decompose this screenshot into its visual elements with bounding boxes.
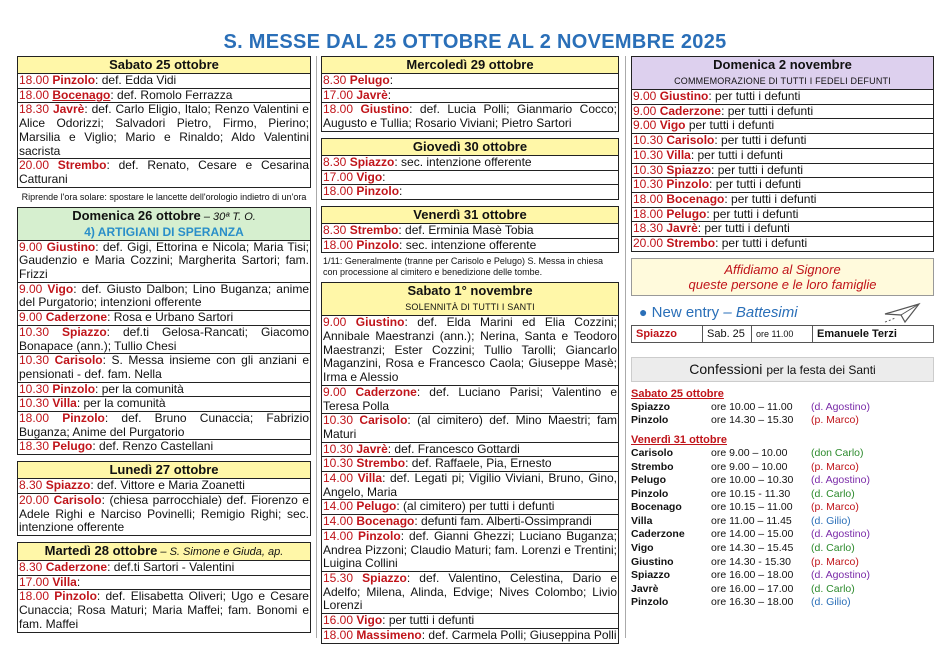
- mass-time: 16.00: [323, 613, 354, 628]
- confessioni-time: ore 11.00 – 11.45: [711, 514, 792, 527]
- confessioni-place: Carisolo: [631, 446, 674, 459]
- mass-time: 9.00: [323, 315, 347, 330]
- mass-time: 8.30: [323, 222, 347, 237]
- column-divider: [316, 56, 317, 638]
- mass-intention: :: [382, 169, 386, 184]
- mass-intention: : def. Carlo Eligio, Italo; Renzo Valentini e Alice Odorizzi; Salvadori Pietro, Firmo, Pierino; Marsilia e Viglio; Mario e Rinaldo; Aldo Valentini sacrista: [19, 102, 309, 158]
- mass-place: Pinzolo: [52, 73, 96, 87]
- mass-time: 18.30: [19, 102, 50, 117]
- confessioni-time: ore 16.30 – 18.00: [711, 596, 794, 609]
- confessioni-time: ore 10.15 – 11.00: [711, 501, 793, 514]
- mass-item: [322, 185, 618, 199]
- mass-place: Giustino: [360, 102, 410, 117]
- mass-time: 10.30: [323, 456, 354, 471]
- mass-place: Caderzone: [355, 384, 417, 399]
- confessioni-row: [631, 515, 934, 529]
- mass-place: Strembo: [666, 236, 716, 251]
- mass-intention: : def. Legati pi; Vigilio Viviani, Bruno, Gino, Angelo, Maria: [323, 471, 617, 499]
- battesimi-row: [631, 325, 934, 343]
- mass-time: 18.00: [323, 627, 354, 642]
- mass-item: [18, 74, 310, 89]
- mass-intention: : def. Renzo Castellani: [92, 439, 214, 454]
- mass-time: 10.30: [633, 133, 664, 148]
- mass-place: Villa: [52, 574, 77, 589]
- mass-time: 8.30: [323, 73, 347, 87]
- mass-time: 18.30: [633, 221, 664, 236]
- mass-item: [322, 224, 618, 239]
- mass-time: 18.00: [323, 102, 354, 117]
- mass-place: Pinzolo: [666, 177, 710, 192]
- confessioni-row: [631, 414, 934, 428]
- mass-time: 9.00: [19, 239, 43, 254]
- confessioni-time: ore 14.00 – 15.00: [711, 528, 794, 541]
- mass-place: Pinzolo: [358, 528, 401, 543]
- mass-item: [18, 103, 310, 159]
- mass-time: 18.00: [323, 184, 354, 199]
- mass-intention: : (al cimitero) def. Mino Maestri; fam Maturi: [323, 413, 617, 441]
- mass-item: [632, 134, 933, 149]
- mass-item: [18, 397, 310, 412]
- confessioni-time: ore 14.30 – 15.30: [711, 414, 794, 427]
- mass-time: 10.30: [19, 381, 50, 396]
- confessioni-place: Pinzolo: [631, 487, 669, 500]
- mass-place: Pinzolo: [52, 381, 96, 396]
- mass-place: Spiazzo: [349, 154, 395, 169]
- confessioni-place: Pinzolo: [631, 596, 669, 609]
- mass-item: [322, 629, 618, 643]
- mass-place: Pelugo: [356, 499, 397, 514]
- column-3: [631, 56, 934, 610]
- mass-intention: per tutti i defunti: [685, 118, 775, 133]
- mass-time: 9.00: [323, 384, 347, 399]
- mass-item: [18, 561, 310, 576]
- mass-item: [322, 239, 618, 253]
- confessioni-priest: (don Carlo): [811, 446, 864, 459]
- mass-intention: :: [387, 87, 392, 102]
- mass-intention: : def. Gianni Ghezzi; Luciano Buganza; Andrea Pizzoni; Claudio Maturi; fam. Lorenzi e Trentini; Luigina Collini: [323, 528, 617, 571]
- mass-time: 20.00: [19, 158, 50, 173]
- bullet-icon: ●: [639, 303, 648, 320]
- day-box-venerdi-31: [321, 206, 619, 253]
- mass-place: Pinzolo: [54, 589, 97, 604]
- mass-item: [18, 479, 310, 494]
- confessioni-row: [631, 569, 934, 583]
- mass-time: 9.00: [633, 103, 657, 118]
- confessioni-place: Villa: [631, 514, 653, 527]
- confessioni-priest: (p. Marco): [811, 501, 859, 514]
- mass-intention: : per tutti i defunti: [697, 221, 790, 236]
- mass-time: 20.00: [633, 236, 664, 251]
- mass-intention: : def. Erminia Masè Tobia: [398, 222, 534, 237]
- mass-item: [322, 443, 618, 458]
- mass-time: 9.00: [633, 118, 657, 133]
- mass-intention: : sec. intenzione offerente: [399, 237, 537, 252]
- mass-intention: : def. Giusto Dalbon; Lino Buganza; anime del Purgatorio; intenzioni offerente: [19, 281, 309, 310]
- mass-place: Bocenago: [666, 191, 725, 206]
- mass-intention: : def. Francesco Gottardi: [387, 441, 520, 456]
- day-header: Giovedì 30 ottobre: [322, 139, 618, 156]
- battesimo-date: Sab. 25: [703, 326, 752, 342]
- mass-place: Strembo: [356, 456, 406, 471]
- note-ora-solare: Riprende l'ora solare: spostare le lancette dell'orologio indietro di un'ora: [21, 191, 307, 202]
- mass-intention: : per tutti i defunti: [715, 236, 808, 251]
- confessioni-time: ore 14.30 - 15.30: [711, 555, 791, 568]
- mass-place: Giustino: [659, 89, 709, 103]
- mass-place: Pelugo: [666, 206, 707, 221]
- mass-place: Pinzolo: [356, 184, 400, 199]
- mass-time: 18.00: [19, 411, 50, 426]
- mass-place: Vigo: [356, 613, 383, 628]
- mass-item: [322, 500, 618, 515]
- confessioni-time: ore 16.00 – 17.00: [711, 582, 794, 595]
- mass-time: 10.30: [633, 162, 664, 177]
- mass-intention: : per tutti i defunti: [709, 177, 802, 192]
- mass-time: 18.00: [633, 191, 664, 206]
- confessioni-place: Javrè: [631, 582, 659, 595]
- mass-place: Pelugo: [52, 439, 93, 454]
- confessioni-time: ore 9.00 – 10.00: [711, 446, 788, 459]
- mass-time: 18.00: [323, 237, 354, 252]
- day-header: Venerdì 31 ottobre: [322, 207, 618, 224]
- mass-intention: : per tutti i defunti: [690, 147, 783, 162]
- confessioni-place: Vigo: [631, 542, 654, 555]
- day-box-domenica-2: [631, 56, 934, 252]
- mass-item: [632, 90, 933, 105]
- mass-place: Carisolo: [666, 133, 715, 148]
- confessioni-row: [631, 556, 934, 570]
- mass-place: Bocenago: [52, 87, 111, 102]
- mass-intention: : (chiesa parrocchiale) def. Fiorenzo e Adele Righi e Narciso Povinelli; Remigio Righi; sec. intenzione offerente: [19, 492, 309, 535]
- mass-place: Javrè: [52, 102, 85, 117]
- mass-item: [322, 89, 618, 104]
- mass-item: [322, 457, 618, 472]
- mass-place: Spiazzo: [62, 324, 107, 339]
- mass-item: [632, 222, 933, 237]
- mass-time: 18.00: [19, 87, 50, 102]
- confessioni-place: Spiazzo: [631, 400, 671, 413]
- mass-item: [632, 237, 933, 251]
- mass-intention: : def. Renato, Cesare e Cesarina Catturani: [19, 158, 309, 186]
- day-header: Lunedì 27 ottobre: [18, 462, 310, 479]
- mass-time: 18.00: [633, 206, 664, 221]
- mass-item: [632, 149, 933, 164]
- mass-time: 14.00: [323, 514, 354, 529]
- mass-intention: : per tutti i defunti: [382, 613, 475, 628]
- mass-place: Villa: [357, 471, 383, 486]
- mass-time: 14.00: [323, 471, 354, 486]
- mass-intention: : def. Raffaele, Pia, Ernesto: [405, 456, 552, 471]
- mass-time: 14.00: [323, 499, 354, 514]
- mass-place: Pinzolo: [356, 237, 400, 252]
- confessioni-place: Pelugo: [631, 474, 667, 487]
- mass-time: 10.30: [19, 353, 50, 368]
- confessioni-priest: (p. Marco): [811, 555, 859, 568]
- day-box-domenica-26: [17, 207, 311, 456]
- confessioni-row: [631, 528, 934, 542]
- confessioni-place: Pinzolo: [631, 414, 669, 427]
- confessioni-row: [631, 596, 934, 610]
- day-header: Domenica 26 ottobre – 30ª T. O. 4) ARTIGIANI DI SPERANZA: [18, 208, 310, 241]
- mass-intention: : per tutti i defunti: [711, 162, 804, 177]
- mass-intention: : def. Romolo Ferrazza: [110, 87, 233, 102]
- mass-intention: : per la comunità: [95, 381, 184, 396]
- mass-item: [322, 572, 618, 614]
- mass-place: Caderzone: [45, 559, 108, 574]
- mass-intention: : per tutti i defunti: [714, 133, 807, 148]
- column-divider: [625, 56, 626, 638]
- mass-time: 10.30: [19, 324, 50, 339]
- mass-item: [18, 159, 310, 186]
- mass-intention: : def. Luciano Parisi; Valentino e Teresa Polla: [323, 384, 617, 413]
- mass-place: Javrè: [356, 87, 388, 102]
- mass-item: [632, 208, 933, 223]
- confessioni-priest: (p. Marco): [811, 460, 859, 473]
- confessioni-priest: (d. Agostino): [811, 400, 870, 413]
- mass-item: [18, 590, 310, 631]
- mass-time: 14.00: [323, 528, 354, 543]
- mass-item: [322, 316, 618, 386]
- column-2: [321, 56, 619, 650]
- mass-intention: :: [76, 574, 81, 589]
- day-box-lunedi-27: [17, 461, 311, 536]
- mass-time: 18.00: [19, 589, 50, 604]
- mass-place: Pinzolo: [62, 411, 105, 426]
- column-1: [17, 56, 311, 639]
- confessioni-row: [631, 401, 934, 415]
- confessioni-place: Bocenago: [631, 501, 682, 514]
- confessioni-row: [631, 501, 934, 515]
- mass-intention: : Rosa e Urbano Sartori: [107, 310, 234, 325]
- mass-item: [322, 74, 618, 89]
- mass-intention: : def. Elda Marini ed Elia Cozzini; Annibale Maestranzi (ann.); Nerina, Santa e Teodoro Maestranzi; Ester Cozzini; Tullio Tarolli; Giancarlo Maganzini, Rosa e Francesco Caola; Giuseppe Masè; Irma e Alessio: [323, 315, 617, 385]
- mass-item: [322, 156, 618, 171]
- confessioni-time: ore 9.00 – 10.00: [711, 460, 788, 473]
- mass-item: [632, 105, 933, 120]
- mass-time: 8.30: [323, 154, 347, 169]
- mass-item: [18, 576, 310, 591]
- confessioni-time: ore 16.00 – 18.00: [711, 569, 794, 582]
- mass-intention: :: [399, 184, 403, 199]
- confessioni-priest: (d. Gilio): [811, 596, 851, 609]
- confessioni-date: Venerdì 31 ottobre: [631, 433, 727, 446]
- mass-place: Villa: [666, 147, 691, 162]
- mass-place: Spiazzo: [45, 478, 91, 493]
- mass-place: Giustino: [46, 239, 96, 254]
- mass-item: [322, 171, 618, 186]
- mass-time: 8.30: [19, 559, 43, 574]
- confessioni-row: [631, 447, 934, 461]
- mass-place: Vigo: [356, 169, 383, 184]
- mass-intention: : defunti fam. Alberti-Ossimprandi: [414, 514, 592, 529]
- confessioni-time: ore 14.30 – 15.45: [711, 542, 794, 555]
- mass-intention: : per tutti i defunti: [708, 89, 801, 103]
- day-header: Sabato 25 ottobre: [18, 57, 310, 74]
- mass-intention: : def. Carmela Polli; Giuseppina Polli: [421, 627, 617, 642]
- mass-place: Pelugo: [349, 73, 390, 87]
- day-header: Martedì 28 ottobre – S. Simone e Giuda, ap.: [18, 543, 310, 561]
- mass-time: 10.30: [323, 413, 354, 428]
- mass-item: [18, 241, 310, 283]
- paper-plane-icon: [883, 302, 921, 324]
- mass-time: 10.30: [19, 396, 50, 411]
- mass-item: [18, 494, 310, 535]
- day-box-sabato-1: [321, 282, 619, 643]
- mass-place: Massimeno: [356, 627, 422, 642]
- confessioni-priest: (d. Carlo): [811, 542, 855, 555]
- mass-item: [322, 515, 618, 530]
- mass-place: Javrè: [356, 441, 388, 456]
- mass-intention: : def.ti Gelosa-Rancati; Giacomo Bonapace (ann.); Tullio Chesi: [19, 324, 309, 353]
- mass-time: 20.00: [19, 492, 50, 507]
- confessioni-row: [631, 461, 934, 475]
- battesimo-place: Spiazzo: [632, 326, 703, 342]
- mass-intention: : def. Lucia Polli; Gianmario Cocco; Augusto e Tullia; Rosario Viviani; Pietro Sartori: [323, 102, 618, 131]
- battesimo-time: ore 11.00: [752, 326, 813, 342]
- mass-time: 9.00: [633, 89, 657, 103]
- mass-item: [18, 412, 310, 440]
- category-label: 4) ARTIGIANI DI SPERANZA: [84, 224, 244, 239]
- confessioni-time: ore 10.15 - 11.30: [711, 487, 791, 500]
- mass-intention: : (al cimitero) per tutti i defunti: [396, 499, 555, 514]
- day-box-sabato-25: [17, 56, 311, 188]
- confessioni-row: [631, 583, 934, 597]
- mass-time: 9.00: [19, 310, 43, 325]
- day-header: Sabato 1° novembre SOLENNITÀ DI TUTTI I SANTI: [322, 283, 618, 316]
- mass-item: [632, 119, 933, 134]
- mass-item: [18, 311, 310, 326]
- new-entry-heading: ● New entry – Battesimi: [639, 303, 798, 321]
- mass-place: Vigo: [659, 118, 686, 133]
- mass-item: [322, 414, 618, 442]
- mass-intention: : def.ti Sartori - Valentini: [107, 559, 235, 574]
- mass-item: [18, 283, 310, 311]
- confessioni-title: Confessioni per la festa dei Santi: [631, 357, 934, 382]
- mass-intention: : def. Bruno Cunaccia; Fabrizio Buganza; Anime del Purgatorio: [19, 411, 310, 439]
- mass-intention: : def. Edda Vidi: [95, 73, 177, 87]
- mass-time: 10.30: [323, 441, 354, 456]
- mass-intention: : def. Gigi, Ettorina e Nicola; Maria Tisi; Gaudenzio e Maria Cozzini; Margherita Sartori; fam. Frizzi: [19, 239, 309, 282]
- mass-time: 18.30: [19, 439, 50, 454]
- mass-item: [632, 193, 933, 208]
- confessioni-priest: (p. Marco): [811, 414, 859, 427]
- mass-place: Giustino: [355, 315, 405, 330]
- day-header: Domenica 2 novembre COMMEMORAZIONE DI TUTTI I FEDELI DEFUNTI: [632, 57, 933, 90]
- mass-intention: : per tutti i defunti: [724, 191, 817, 206]
- confessioni-priest: (d. Agostino): [811, 569, 870, 582]
- mass-place: Caderzone: [45, 310, 108, 325]
- mass-item: [632, 164, 933, 179]
- affidiamo-banner: Affidiamo al Signore queste persone e le loro famiglie: [631, 258, 934, 296]
- mass-item: [322, 472, 618, 500]
- mass-intention: : S. Messa insieme con gli anziani e pensionati - def. fam. Nella: [19, 353, 309, 381]
- mass-item: [322, 530, 618, 572]
- mass-time: 17.00: [323, 87, 354, 102]
- mass-item: [322, 103, 618, 130]
- mass-place: Villa: [52, 396, 77, 411]
- mass-time: 15.30: [323, 570, 354, 585]
- mass-intention: : def. Elisabetta Oliveri; Ugo e Cesare Cunaccia; Rosa Maturi; Maria Maffei; fam. Bonomi e fam. Maffei: [19, 589, 309, 631]
- day-box-mercoledi-29: [321, 56, 619, 132]
- page-title: S. MESSE DAL 25 OTTOBRE AL 2 NOVEMBRE 2025: [223, 31, 727, 53]
- mass-item: [18, 354, 310, 382]
- mass-place: Spiazzo: [362, 570, 407, 585]
- confessioni-row: [631, 474, 934, 488]
- mass-time: 8.30: [19, 478, 43, 493]
- confessioni-date: Sabato 25 ottobre: [631, 387, 724, 400]
- mass-time: 18.00: [19, 73, 50, 87]
- mass-time: 17.00: [19, 574, 50, 589]
- confessioni-priest: (d. Agostino): [811, 528, 870, 541]
- mass-place: Bocenago: [356, 514, 415, 529]
- mass-intention: : sec. intenzione offerente: [394, 154, 532, 169]
- mass-item: [18, 383, 310, 398]
- confessioni-row: [631, 488, 934, 502]
- mass-intention: :: [389, 73, 394, 87]
- mass-place: Strembo: [349, 222, 399, 237]
- confessioni-place: Caderzone: [631, 528, 685, 541]
- mass-place: Carisolo: [53, 492, 102, 507]
- mass-place: Caderzone: [659, 103, 722, 118]
- mass-place: Javrè: [666, 221, 698, 236]
- battesimo-name: Emanuele Terzi: [817, 327, 897, 340]
- mass-item: [18, 440, 310, 454]
- confessioni-priest: (d. Agostino): [811, 474, 870, 487]
- mass-time: 9.00: [19, 281, 43, 296]
- confessioni-priest: (d. Carlo): [811, 582, 855, 595]
- confessioni-place: Spiazzo: [631, 569, 671, 582]
- confessioni-place: Strembo: [631, 460, 674, 473]
- confessioni-time: ore 10.00 – 10.30: [711, 474, 794, 487]
- mass-intention: : def. Vittore e Maria Zoanetti: [90, 478, 245, 493]
- mass-place: Carisolo: [359, 413, 408, 428]
- mass-time: 10.30: [633, 147, 664, 162]
- mass-place: Spiazzo: [666, 162, 712, 177]
- confessioni-list: [631, 388, 934, 610]
- confessioni-time: ore 10.00 – 11.00: [711, 400, 793, 413]
- note-processione: 1/11: Generalmente (tranne per Carisolo e Pelugo) S. Messa in chiesa con processione al cimitero e benedizione delle tombe.: [323, 256, 603, 278]
- mass-time: 17.00: [323, 169, 354, 184]
- mass-item: [632, 178, 933, 193]
- day-header: Mercoledì 29 ottobre: [322, 57, 618, 74]
- mass-place: Carisolo: [54, 353, 103, 368]
- mass-place: Strembo: [57, 158, 107, 173]
- mass-intention: : per tutti i defunti: [706, 206, 799, 221]
- confessioni-row: [631, 542, 934, 556]
- mass-item: [322, 614, 618, 629]
- mass-place: Vigo: [47, 281, 74, 296]
- confessioni-priest: (d. Gilio): [811, 514, 851, 527]
- mass-time: 10.30: [633, 177, 664, 192]
- mass-item: [18, 326, 310, 354]
- confessioni-priest: (d. Carlo): [811, 487, 855, 500]
- mass-intention: : per tutti i defunti: [721, 103, 814, 118]
- mass-intention: : def. Valentino, Celestina, Dario e Adelfo; Milena, Alinda, Edvige; Nives Colombo; Livio Lorenzi: [323, 570, 617, 613]
- confessioni-place: Giustino: [631, 555, 674, 568]
- day-box-martedi-28: [17, 542, 311, 633]
- mass-intention: : per la comunità: [76, 396, 166, 411]
- mass-item: [18, 89, 310, 104]
- mass-item: [322, 386, 618, 414]
- day-box-giovedi-30: [321, 138, 619, 200]
